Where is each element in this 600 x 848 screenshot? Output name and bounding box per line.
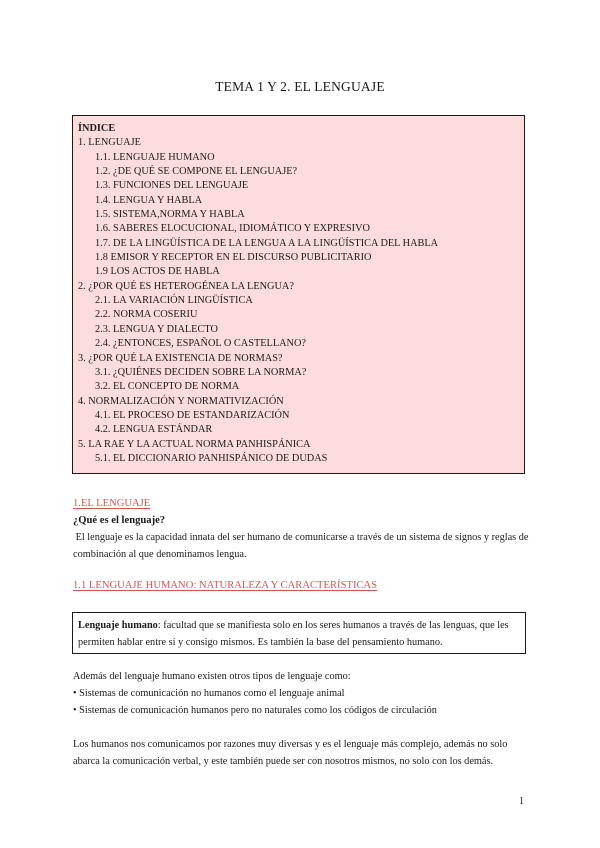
toc-entry: 1. LENGUAJE: [78, 137, 141, 149]
definition-box: [72, 612, 526, 654]
toc-entry: 1.5. SISTEMA,NORMA Y HABLA: [95, 209, 245, 221]
toc-entry: 4. NORMALIZACIÓN Y NORMATIVIZACIÓN: [78, 395, 284, 407]
section-paragraph: [73, 529, 528, 563]
toc-entry: 1.7. DE LA LINGÜÍSTICA DE LA LENGUA A LA LINGÜÍSTICA DEL HABLA: [95, 237, 439, 249]
list-intro: Además del lenguaje humano existen otros tipos de lenguaje como:: [73, 671, 351, 682]
list-item: • Sistemas de comunicación no humanos como el lenguaje animal: [73, 688, 345, 699]
toc-entry: 1.4. LENGUA Y HABLA: [95, 194, 203, 206]
toc-entry: 2.1. LA VARIACIÓN LINGÜÍSTICA: [95, 295, 253, 307]
toc-entry: 4.2. LENGUA ESTÁNDAR: [95, 424, 213, 436]
toc-entry: 1.1. LENGUAJE HUMANO: [95, 151, 215, 163]
toc-entry: 1.6. SABERES ELOCUCIONAL, IDIOMÁTICO Y EXPRESIVO: [95, 223, 370, 235]
subsection-heading: 1.1 LENGUAJE HUMANO: NATURALEZA Y CARACTERÍSTICAS: [73, 580, 378, 591]
toc-entry: 1.9 LOS ACTOS DE HABLA: [95, 266, 220, 278]
section-heading: 1.EL LENGUAJE: [73, 498, 151, 509]
definition-line: [78, 618, 519, 635]
paragraph-line: Los humanos nos comunicamos por razones muy diversas y es el lenguaje más complejo, además no solo: [73, 739, 508, 750]
toc-entry: 2. ¿POR QUÉ ES HETEROGÉNEA LA LENGUA?: [78, 280, 294, 292]
closing-paragraph: [73, 736, 528, 770]
paragraph-line: El lenguaje es la capacidad innata del ser humano de comunicarse a través de un sistema de signos y reglas de: [73, 532, 529, 543]
toc-entry: 3. ¿POR QUÉ LA EXISTENCIA DE NORMAS?: [78, 352, 283, 364]
definition-text: : facultad que se manifiesta solo en los seres humanos a través de las lenguas, que les: [157, 620, 509, 631]
types-list: [73, 668, 528, 719]
toc-entry: 3.1. ¿QUIÉNES DECIDEN SOBRE LA NORMA?: [95, 366, 307, 378]
toc-heading: ÍNDICE: [78, 123, 116, 134]
toc-entry: 2.3. LENGUA Y DIALECTO: [95, 323, 218, 335]
toc-entry: 2.4. ¿ENTONCES, ESPAÑOL O CASTELLANO?: [95, 338, 306, 350]
definition-term: Lenguaje humano: [78, 620, 158, 631]
table-of-contents: [72, 115, 525, 474]
toc-entry: 5. LA RAE Y LA ACTUAL NORMA PANHISPÁNICA: [78, 438, 311, 450]
page-number: 1: [519, 796, 524, 807]
toc-entry: 1.8 EMISOR Y RECEPTOR EN EL DISCURSO PUBLICITARIO: [95, 252, 372, 264]
list-item: • Sistemas de comunicación humanos pero no naturales como los códigos de circulación: [73, 705, 437, 716]
toc-entry: 1.3. FUNCIONES DEL LENGUAJE: [95, 180, 249, 192]
section-question: ¿Qué es el lenguaje?: [73, 515, 166, 526]
document-title: TEMA 1 Y 2. EL LENGUAJE: [215, 79, 385, 94]
toc-entry: 1.2. ¿DE QUÉ SE COMPONE EL LENGUAJE?: [95, 166, 298, 178]
toc-entry: 4.1. EL PROCESO DE ESTANDARIZACIÓN: [95, 409, 290, 421]
definition-line: permiten hablar entre sí y consigo mismos. Es también la base del pensamiento humano.: [78, 636, 443, 648]
toc-entry: 3.2. EL CONCEPTO DE NORMA: [95, 381, 240, 393]
paragraph-line: abarca la comunicación verbal, y este también puede ser con nosotros mismos, no solo con los demás.: [73, 756, 494, 767]
toc-entry: 5.1. EL DICCIONARIO PANHISPÁNICO DE DUDAS: [95, 452, 328, 464]
paragraph-line: combinación al que denominamos lengua.: [73, 549, 247, 560]
toc-entry: 2.2. NORMA COSERIU: [95, 309, 198, 321]
